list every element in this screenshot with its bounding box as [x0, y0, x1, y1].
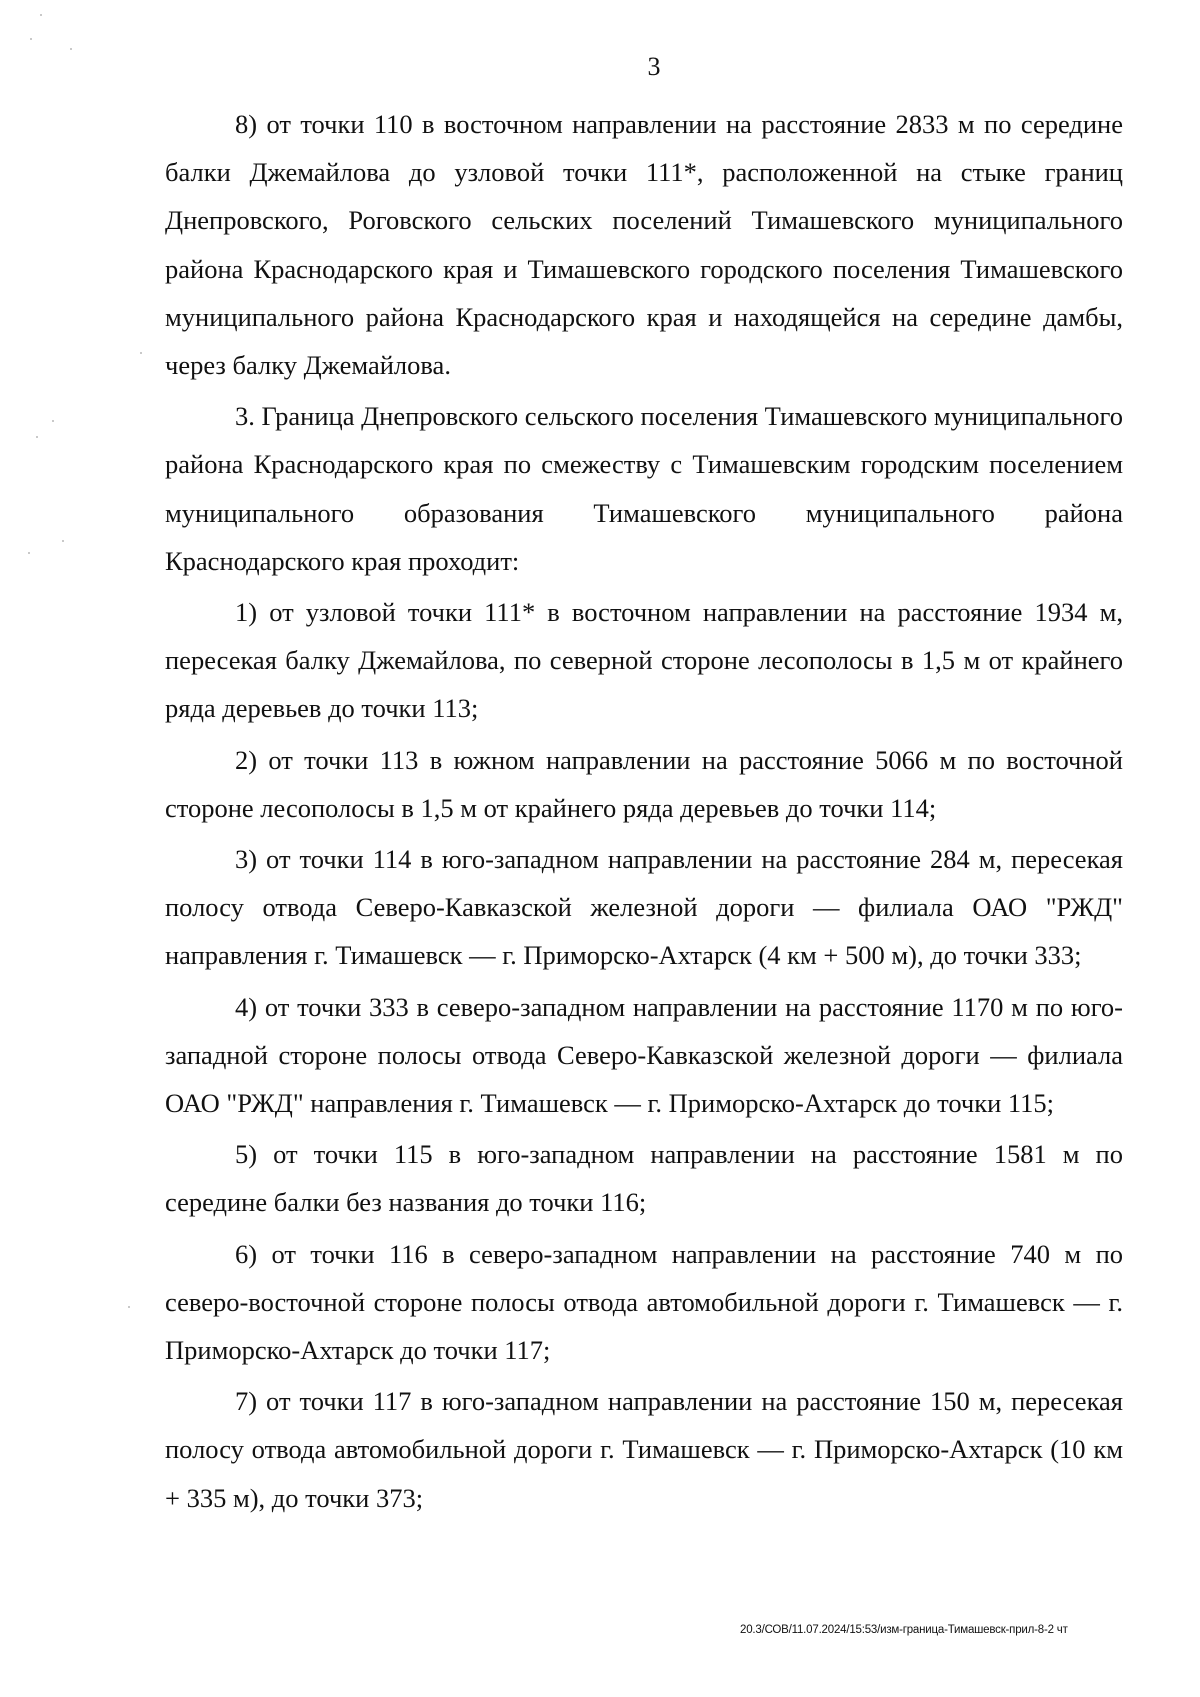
scan-artifact — [30, 38, 32, 40]
paragraph-item-1-point-111: 1) от узловой точки 111* в восточном направлении на расстояние 1934 м, пересекая балку Джемайлова, по северной стороне лесополосы в 1,5 м от крайнего ряда деревьев до точки 113; — [165, 597, 1123, 724]
scan-artifact — [52, 420, 54, 422]
scan-artifact — [128, 1306, 130, 1308]
paragraph-item-2-point-113: 2) от точки 113 в южном направлении на расстояние 5066 м по восточной стороне лесополосы в 1,5 м от крайнего ряда деревьев до точки 114; — [165, 744, 1123, 823]
scan-artifact — [28, 552, 30, 554]
paragraph-item-5-point-115: 5) от точки 115 в юго-западном направлении на расстояние 1581 м по середине балки без названия до точки 116; — [165, 1139, 1123, 1218]
scan-artifact — [62, 540, 64, 542]
paragraph-item-8-point-110: 8) от точки 110 в восточном направлении на расстояние 2833 м по середине балки Джемайлова до узловой точки 111*, расположенной на стыке границ Днепровского, Роговского сельских поселений Тимашевского муниципального района Краснодарского края и Тимашевского городского поселения Тимашевского муниципального района Краснодарского края и находящейся на середине дамбы, через балку Джемайлова. — [165, 109, 1123, 381]
document-body — [165, 100, 1123, 1525]
page-number: 3 — [647, 52, 661, 81]
scan-artifact — [140, 352, 142, 354]
paragraph-item-6-point-116: 6) от точки 116 в северо-западном направлении на расстояние 740 м по северо-восточной стороне полосы отвода автомобильной дороги г. Тимашевск — г. Приморско-Ахтарск до точки 117; — [165, 1238, 1123, 1366]
scan-artifact — [40, 14, 42, 16]
scan-artifact — [36, 436, 38, 438]
scan-artifact — [70, 48, 72, 50]
paragraph-section-3-heading: 3. Граница Днепровского сельского поселения Тимашевского муниципального района Краснодарского края по смежеству с Тимашевским городским поселением муниципального образования Тимашевского муниципального района Краснодарского края проходит: — [165, 401, 1123, 576]
paragraph-item-3-point-114: 3) от точки 114 в юго-западном направлении на расстояние 284 м, пересекая полосу отвода Северо-Кавказской железной дороги — филиала ОАО "РЖД" направления г. Тимашевск — г. Приморско-Ахтарск (4 км + 500 м), до точки 333; — [165, 844, 1123, 971]
paragraph-item-7-point-117: 7) от точки 117 в юго-западном направлении на расстояние 150 м, пересекая полосу отвода автомобильной дороги г. Тимашевск — г. Приморско-Ахтарск (10 км + 335 м), до точки 373; — [165, 1386, 1123, 1513]
document-footer-code: 20.3/СОВ/11.07.2024/15:53/изм-граница-Тимашевск-прил-8-2 чт — [740, 1624, 1068, 1636]
paragraph-item-4-point-333: 4) от точки 333 в северо-западном направлении на расстояние 1170 м по юго-западной стороне полосы отвода Северо-Кавказской железной дороги — филиала ОАО "РЖД" направления г. Тимашевск — г. Приморско-Ахтарск до точки 115; — [165, 991, 1123, 1119]
